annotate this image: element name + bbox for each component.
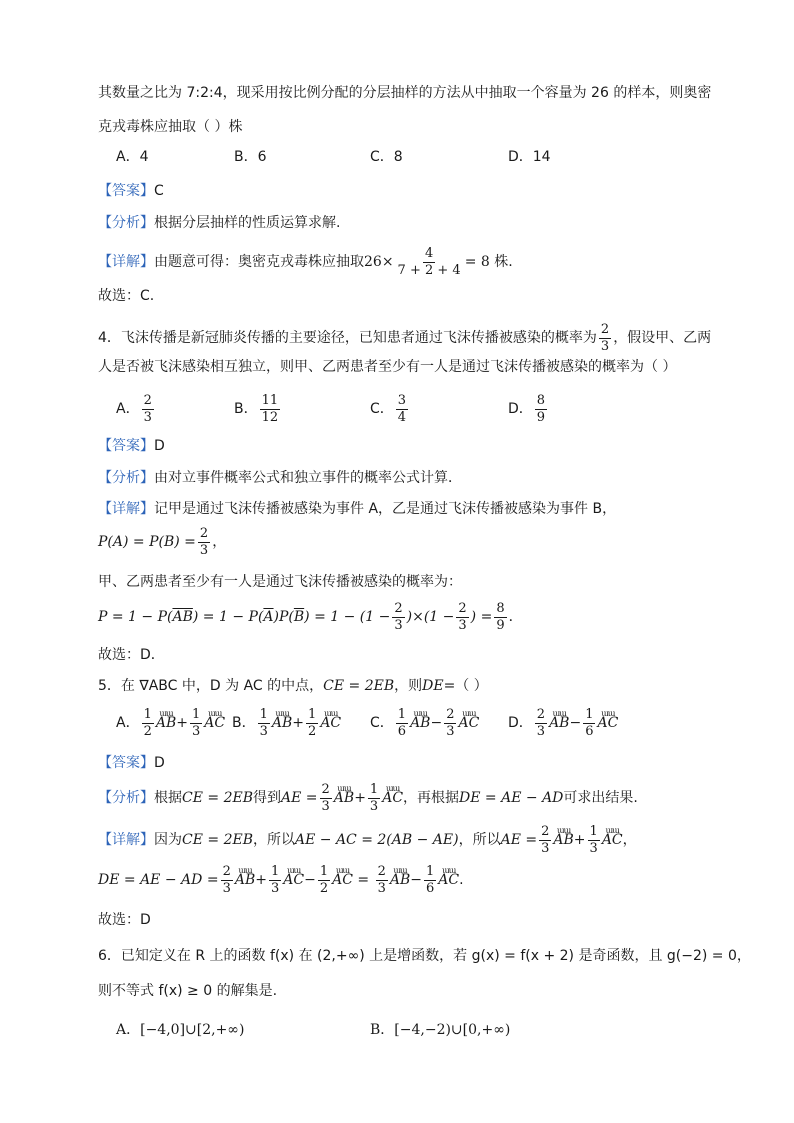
t: ) = 1 − (1 − [304, 609, 391, 625]
q4-stem-text-a: 4．飞沫传播是新冠肺炎传播的主要途径，已知患者通过飞沫传播被感染的概率为 [98, 330, 597, 346]
analysis-tag: 【分析】 [98, 215, 154, 231]
v: ɯɯ AC [597, 706, 618, 740]
q6-stem-line1: 6．已知定义在 R 上的函数 f(x) 在 (2,+∞) 上是增函数，若 g(x) = f(x + 2) 是奇函数，且 g(−2) = 0， [98, 948, 751, 964]
den: 2 [308, 723, 317, 739]
t: )×(1 − [406, 609, 455, 625]
t: AE = [500, 832, 538, 848]
q4-option-c-frac [396, 393, 408, 426]
q4-eq1-end: ， [212, 534, 227, 550]
q4-stem-text-b: ，假设甲、乙两 [613, 330, 712, 346]
num: 1 [308, 706, 317, 722]
q4-option-c-label: C． [370, 401, 394, 417]
t: ) = [470, 609, 493, 625]
o: − [569, 715, 582, 731]
den: 3 [369, 798, 379, 814]
t: AE − AC = 2(AB − AE) [294, 832, 459, 848]
num: 2 [143, 392, 152, 408]
q4-detail: 记甲是通过飞沫传播被感染为事件 A，乙是通过飞沫传播被感染为事件 B， [154, 501, 617, 517]
q4-option-d-label: D． [508, 401, 533, 417]
num: 1 [143, 706, 152, 722]
q3-option-c: C．8 [370, 149, 403, 165]
f [535, 707, 547, 740]
q5-stem [98, 676, 488, 696]
v: ɯɯ AB [272, 706, 292, 740]
q4-option-a-frac [142, 393, 154, 426]
q3-conclusion: 故选：C. [98, 288, 155, 304]
den: 4 [397, 409, 407, 425]
t: )P( [273, 609, 294, 625]
q3-frac-den: 7 + 2 + 4 [397, 262, 461, 278]
den: 3 [458, 617, 467, 633]
den: 3 [259, 723, 268, 739]
q4-prob-den: 3 [600, 338, 610, 354]
t: ，再根据 [403, 790, 460, 806]
q5-analysis-line: 【分析】根据CE = 2EB得到AE = $\frac{2}{3}$ ɯɯ AB+ $\frac{1}{3}$ ɯɯ AC，再根据DE = AE − AD可求出结果. [98, 780, 638, 816]
t: =（ ） [443, 678, 488, 694]
o: + [292, 715, 305, 731]
answer-tag: 【答案】 [98, 183, 154, 199]
v: ɯɯ AB [549, 706, 569, 740]
q5-answer: D [154, 755, 165, 771]
f: $\frac{2}{3}$ [222, 863, 231, 896]
t: ，则 [394, 678, 423, 694]
v: ɯɯ AB [553, 822, 573, 858]
q4-option-c [370, 392, 410, 426]
v: ɯɯ AC [332, 862, 353, 898]
f [190, 707, 202, 740]
den: 3 [589, 840, 598, 856]
f: $\frac{1}{3}$ [270, 863, 280, 896]
l: A． [116, 715, 140, 731]
l: B． [232, 715, 256, 731]
q4-option-d-frac [535, 393, 547, 426]
q5-option-b [232, 706, 341, 740]
detail-tag: 【详解】 [98, 254, 154, 270]
den: 3 [536, 723, 546, 739]
v: ɯɯ AC [382, 780, 403, 816]
num: 2 [394, 600, 403, 616]
t: 5．在 ∇ABC 中，D 为 AC 的中点， [98, 678, 324, 694]
num: 2 [446, 706, 455, 722]
t: ) = 1 − P( [192, 609, 264, 625]
f [142, 707, 154, 740]
detail-tag: 【详解】 [98, 832, 154, 848]
t: $\overline{B}$ [293, 609, 305, 625]
den: 9 [496, 617, 505, 633]
o: − [430, 715, 443, 731]
v: ɯɯ AC [458, 706, 479, 740]
den: 3 [321, 798, 330, 814]
answer-tag: 【答案】 [98, 438, 154, 454]
den: 9 [536, 409, 546, 425]
q5-option-a [116, 706, 225, 740]
q5-detail-line: 【详解】因为CE = 2EB，所以AE − AC = 2(AB − AE)，所以AE = $\frac{2}{3}$ ɯɯ AB+ $\frac{1}{3}$ ɯɯ AC， [98, 822, 637, 858]
t: 因为 [154, 832, 182, 848]
t: CE = 2EB [182, 790, 253, 806]
q4-option-a [116, 392, 156, 426]
q3-fraction [396, 246, 463, 279]
num: 2 [458, 600, 467, 616]
num: 1 [589, 823, 598, 839]
v: ɯɯ AB [390, 862, 410, 898]
v: ɯɯ AC [204, 706, 225, 740]
q3-option-a: A．4 [116, 149, 149, 165]
q4-eq2 [98, 598, 523, 636]
q4-analysis-line [98, 468, 462, 488]
num: 2 [321, 781, 330, 797]
answer-tag: 【答案】 [98, 755, 154, 771]
num: 3 [397, 392, 407, 408]
t: ． [508, 609, 523, 625]
q4-prob-num: 2 [600, 321, 610, 337]
t: CE = 2EB [323, 678, 395, 694]
q3-detail-line [98, 244, 513, 280]
q6-stem-line2: 则不等式 f(x) ≥ 0 的解集是. [98, 983, 278, 999]
t: CE = 2EB [182, 832, 253, 848]
l: D． [508, 715, 533, 731]
f: $\frac{1}{6}$ [426, 863, 435, 896]
t: $\overline{A}$ [263, 609, 274, 625]
f2 [456, 601, 468, 634]
t: 可求出结果. [563, 790, 638, 806]
f [306, 707, 318, 740]
q4-eq1 [98, 524, 226, 560]
l: C． [370, 715, 394, 731]
t: DE [422, 678, 444, 694]
t: ，所以 [458, 832, 501, 848]
q4-answer-line [98, 436, 165, 456]
v: ɯɯ AB [410, 706, 430, 740]
q4-option-b-frac [260, 393, 281, 426]
f [396, 707, 408, 740]
q4-stem-line1 [98, 320, 711, 356]
v: ɯɯ AB [235, 862, 255, 898]
q3-answer: C [154, 183, 164, 199]
detail-tag: 【详解】 [98, 501, 154, 517]
f [539, 824, 551, 857]
den: 3 [394, 617, 403, 633]
num: 1 [397, 706, 407, 722]
q6-option-a: A．[−4,0]∪[2,+∞) [116, 1022, 245, 1038]
q6-option-b: B．[−4,−2)∪[0,+∞) [370, 1022, 511, 1038]
den: 3 [192, 723, 201, 739]
v: ɯɯ AC [438, 862, 459, 898]
v: ɯɯ AC [283, 862, 304, 898]
num: 1 [369, 781, 379, 797]
o: + [176, 715, 188, 731]
den: 12 [261, 409, 279, 425]
q4-stem-line2: 人是否被飞沫感染相互独立，则甲、乙两患者至少有一人是通过飞沫传播被感染的概率为（ ） [98, 359, 677, 375]
q5-option-d [508, 706, 618, 740]
q3-answer-line [98, 181, 164, 201]
v: ɯɯ AC [602, 822, 623, 858]
q3-stem-line1: 其数量之比为 7:2:4，现采用按比例分配的分层抽样的方法从中抽取一个容量为 26 的样本，则奥密 [98, 85, 712, 101]
den: 3 [446, 723, 455, 739]
q4-option-a-label: A． [116, 401, 140, 417]
q3-detail-mult: 26× [364, 254, 394, 270]
q3-frac-num: 4 [424, 245, 434, 261]
f: $\frac{1}{2}$ [319, 863, 329, 896]
num: 2 [541, 823, 550, 839]
t: ，所以 [252, 832, 295, 848]
v: ɯɯ AB [334, 780, 354, 816]
num: 2 [536, 706, 546, 722]
t: DE = AE − AD [459, 790, 564, 806]
num: 1 [585, 706, 594, 722]
f: $\frac{2}{3}$ [377, 863, 386, 896]
t: . [459, 872, 464, 888]
q4-conclusion: 故选：D． [98, 647, 165, 663]
t: 得到 [252, 790, 281, 806]
q4-prob-fraction [599, 322, 611, 355]
analysis-tag: 【分析】 [98, 470, 154, 486]
q3-stem-line2: 克戎毒株应抽取（ ）株 [98, 119, 243, 135]
q3-detail-prefix: 由题意可得：奥密克戎毒株应抽取 [154, 254, 364, 270]
t: AE = [280, 790, 318, 806]
q4-option-d [508, 392, 549, 426]
num: 8 [536, 392, 546, 408]
q3-option-d: D．14 [508, 149, 551, 165]
f [444, 707, 456, 740]
f [320, 782, 332, 815]
q4-eq1-frac [198, 526, 210, 559]
den: 3 [199, 542, 209, 558]
q4-option-b [234, 392, 282, 426]
num: 11 [261, 392, 279, 408]
analysis-tag: 【分析】 [98, 790, 154, 806]
v: ɯɯ AB [156, 706, 176, 740]
q4-analysis: 由对立事件概率公式和独立事件的概率公式计算． [154, 470, 462, 486]
q3-analysis-line [98, 213, 340, 233]
v: ɯɯ AC [320, 706, 341, 740]
f [258, 707, 270, 740]
f1 [392, 601, 404, 634]
q3-analysis: 根据分层抽样的性质运算求解. [154, 215, 341, 231]
q5-conclusion: 故选：D [98, 912, 151, 928]
f [368, 782, 380, 815]
num: 8 [496, 600, 505, 616]
t: DE = AE − AD = [98, 872, 219, 888]
num: 1 [259, 706, 268, 722]
q4-eq1-text: P(A) = P(B) = [98, 534, 196, 550]
num: 1 [192, 706, 201, 722]
den: 3 [541, 840, 550, 856]
t: ， [622, 832, 637, 848]
q5-answer-line [98, 753, 165, 773]
den: 6 [585, 723, 594, 739]
q5-eq: DE = AE − AD = $\frac{2}{3}$ ɯɯ AB+ $\frac{1}{3}$ ɯɯ AC− $\frac{1}{2}$ ɯɯ AC = $\frac{2}{3}$ ɯɯ AB− $\frac{1}{6}$ ɯɯ AC. [98, 862, 464, 898]
q4-option-b-label: B． [234, 401, 258, 417]
f [583, 707, 595, 740]
f3 [494, 601, 506, 634]
num: 2 [199, 525, 209, 541]
den: 3 [143, 409, 152, 425]
t: $\overline{AB}$ [172, 609, 193, 625]
q4-detail-line [98, 499, 616, 519]
q5-option-c [370, 706, 479, 740]
t: 根据 [154, 790, 182, 806]
q4-answer: D [154, 438, 165, 454]
den: 2 [143, 723, 152, 739]
f [588, 824, 600, 857]
q3-option-b: B．6 [234, 149, 267, 165]
t: P = 1 − P( [98, 609, 173, 625]
den: 6 [397, 723, 407, 739]
q4-line-text: 甲、乙两患者至少有一人是通过飞沫传播被感染的概率为： [98, 574, 462, 590]
q3-detail-suffix: = 8 株. [464, 254, 513, 270]
